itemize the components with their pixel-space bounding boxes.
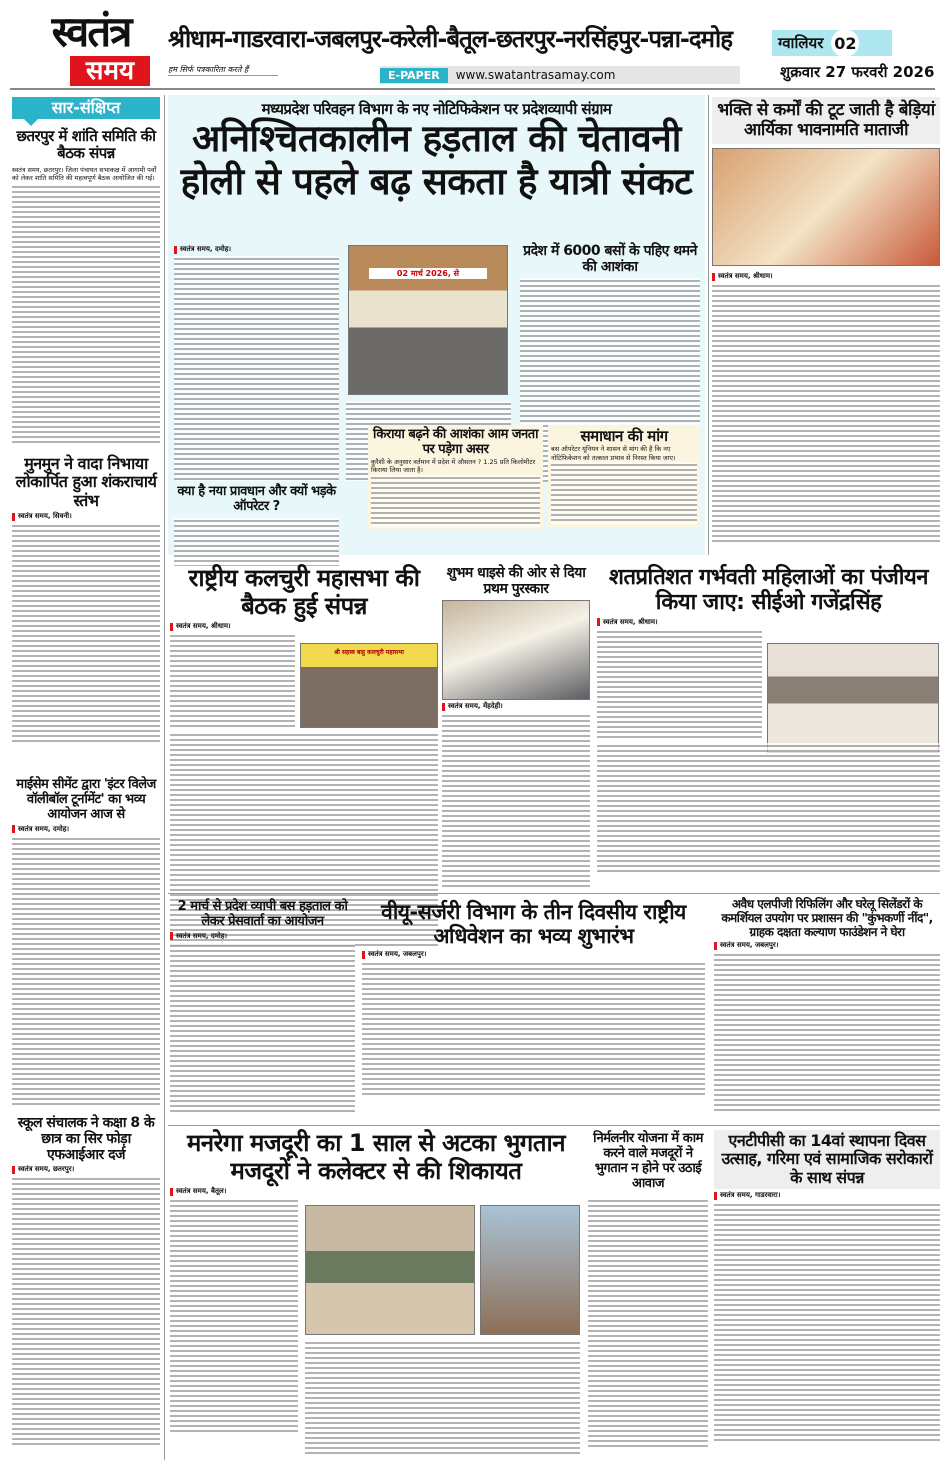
story-body (597, 743, 940, 875)
discourse-photo (712, 148, 940, 266)
story-body (714, 952, 940, 1112)
story (588, 1132, 708, 1448)
section-header: सार-संक्षिप्त (12, 97, 160, 119)
headline: स्कूल संचालक ने कक्षा 8 के छात्र का सिर फोड़ा एफआईआर दर्ज (17, 1115, 155, 1164)
meeting-hall-photo (767, 643, 939, 753)
story-body (597, 629, 762, 739)
brief-story (12, 455, 160, 743)
story-body (371, 475, 540, 527)
epaper-label: E-PAPER (380, 68, 448, 83)
story (170, 1130, 582, 1433)
edition-name: ग्वालियर (778, 34, 824, 52)
story-body (442, 713, 590, 888)
website-link[interactable]: www.swatantrasamay.com (455, 68, 616, 82)
box-lead: बस ऑपरेटर यूनियन ने शासन से मांग की है कि नए नोटिफिकेशन को तत्काल प्रभाव से निरस्त किया जाए। (551, 445, 676, 462)
dateline: स्वतंत्र समय, बैतूल। (170, 1187, 582, 1196)
box-lead: कुरैशी के अनुसार वर्तमान में प्रदेश में औसतन ? 1.25 प्रति किलोमीटर किराया लिया जाता है। (371, 457, 536, 475)
masthead-rule (10, 88, 935, 90)
workers-photo (305, 1205, 475, 1335)
dateline: स्वतंत्र समय, दमोह। (170, 932, 355, 941)
column-divider (708, 95, 709, 555)
story-body (170, 943, 355, 1113)
story-body (712, 283, 940, 543)
story-body (12, 184, 160, 446)
logo-samay: समय (70, 56, 150, 86)
dateline: स्वतंत्र समय, सिवनी। (12, 512, 160, 521)
tagline: हम सिर्फ पत्रकारिता करते हैं (168, 64, 278, 76)
subheadline: समाधान की मांग (580, 427, 668, 445)
dateline: स्वतंत्र समय, श्रीधाम। (712, 272, 940, 281)
meeting-photo (300, 643, 438, 728)
dateline: स्वतंत्र समय, गाडरवारा। (714, 1191, 940, 1200)
story (362, 900, 705, 1096)
column-divider (164, 95, 165, 1460)
epaper-bar (380, 66, 740, 84)
kicker: मध्यप्रदेश परिवहन विभाग के नए नोटिफिकेशन पर प्रदेशव्यापी संग्राम (261, 100, 612, 118)
story-body (362, 961, 705, 1096)
headline: शुभम धाइसे की ओर से दिया प्रथम पुरस्कार (446, 565, 586, 598)
right-story (712, 97, 940, 543)
story-lead: स्वतंत्र समय, छतरपुर। जिला पंचायत सभाकक्ष में आगामी पर्वों को लेकर शांति समिति की महत्वपूर्ण बैठक आयोजित की गई। (12, 165, 157, 182)
issue-date: शुक्रवार 27 फरवरी 2026 (780, 63, 935, 81)
banner-text: श्री सहस्त्र बाहु कलचुरी महासभा (334, 649, 404, 656)
dateline: स्वतंत्र समय, जबलपुर। (714, 941, 940, 950)
story (170, 900, 355, 1113)
headline: मनरेगा मजदूरी का 1 साल से अटका भुगतान मजदूरों ने कलेक्टर से की शिकायत (186, 1129, 566, 1185)
story-body (170, 1198, 298, 1433)
story-body (12, 523, 160, 743)
story (714, 898, 940, 1112)
press-meet-photo (348, 245, 508, 395)
headline: एनटीपीसी का 14वां स्थापना दिवस उत्साह, गरिमा एवं सामाजिक सरोकारों के साथ संपन्न (714, 1130, 940, 1189)
page-number: 02 (831, 29, 859, 57)
row-divider (168, 893, 940, 894)
dateline: स्वतंत्र समय, मेंहदेही। (442, 702, 590, 711)
headline: अनिश्चितकालीन हड़ताल की चेतावनी (192, 117, 681, 161)
dateline: स्वतंत्र समय, जबलपुर। (362, 950, 705, 959)
story (170, 565, 438, 947)
subheadline: प्रदेश में 6000 बसों के पहिए थमने की आशंका (523, 243, 697, 276)
dateline: स्वतंत्र समय, श्रीधाम। (170, 622, 438, 631)
story-body (588, 1198, 708, 1448)
edition-badge (772, 30, 892, 56)
brief-story (12, 1115, 160, 1446)
story-body (12, 836, 160, 1106)
headline: अवैध एलपीजी रिफिलिंग और घरेलू सिलेंडरों के कमर्शियल उपयोग पर प्रशासन की "कुंभकर्णी नींद", ग्राहक दक्षता कल्याण फाउंडेशन ने घेरा (721, 897, 933, 939)
logo-swatantra: स्वतंत्र (51, 7, 131, 56)
subheadline: किराया बढ़ने की आशंका आम जनता पर पड़ेगा असर (372, 427, 539, 457)
headline: वीयू-सर्जरी विभाग के तीन दिवसीय राष्ट्रीय अधिवेशन का भव्य शुभारंभ (381, 900, 686, 949)
story (714, 1130, 940, 1442)
story (597, 565, 940, 875)
story-body (714, 1202, 940, 1442)
brief-story (12, 128, 160, 446)
story-body (551, 462, 697, 524)
lead-col-1 (174, 243, 339, 566)
subheadline: क्या है नया प्रावधान और क्यों भड़के ऑपरेटर ? (177, 484, 336, 514)
edition-cities: श्रीधाम-गाडरवारा-जबलपुर-करेली-बैतूल-छतरपुर-नरसिंहपुर-पन्ना-दमोह (168, 25, 732, 53)
headline: राष्ट्रीय कलचुरी महासभा की बैठक हुई संपन्न (188, 564, 420, 620)
dateline: स्वतंत्र समय, दमोह। (12, 825, 160, 834)
protest-photo (480, 1205, 580, 1335)
lead-story (168, 95, 705, 555)
fare-box (368, 425, 543, 530)
headline: मुनमुन ने वादा निभाया लोकार्पित हुआ शंकराचार्य स्तंभ (15, 454, 157, 510)
story-body (170, 633, 295, 728)
story-body (305, 1340, 580, 1455)
story-body (12, 1176, 160, 1446)
headline: निर्मलनीर योजना में काम करने वाले मजदूरों ने भुगतान न होने पर उठाई आवाज (593, 1131, 703, 1191)
story-body (174, 518, 339, 566)
headline: माईसेम सीमेंट द्वारा 'इंटर विलेज वॉलीबॉल टूर्नामेंट' का भव्य आयोजन आज से (16, 777, 156, 822)
demand-box (548, 425, 700, 527)
banner-text: 02 मार्च 2026, से (369, 268, 487, 279)
headline: छतरपुर में शांति समिति की बैठक संपन्न (16, 127, 156, 163)
dateline: स्वतंत्र समय, श्रीधाम। (597, 618, 940, 627)
headline: भक्ति से कर्मों की टूट जाती है बेड़ियां आर्यिका भावनामति माताजी (712, 97, 940, 144)
brief-story (12, 778, 160, 1106)
story-body (174, 256, 339, 481)
headline: 2 मार्च से प्रदेश व्यापी बस हड़ताल को लेकर प्रेसवार्ता का आयोजन (177, 899, 348, 929)
dateline: स्वतंत्र समय, छतरपुर। (12, 1165, 160, 1174)
headline: शतप्रतिशत गर्भवती महिलाओं का पंजीयन किया जाए: सीईओ गजेंद्रसिंह (609, 565, 928, 616)
dateline: स्वतंत्र समय, दमोह। (174, 245, 339, 254)
row-divider (168, 1125, 940, 1126)
award-photo (442, 600, 590, 700)
story (442, 565, 590, 888)
headline: होली से पहले बढ़ सकता है यात्री संकट (180, 159, 693, 203)
